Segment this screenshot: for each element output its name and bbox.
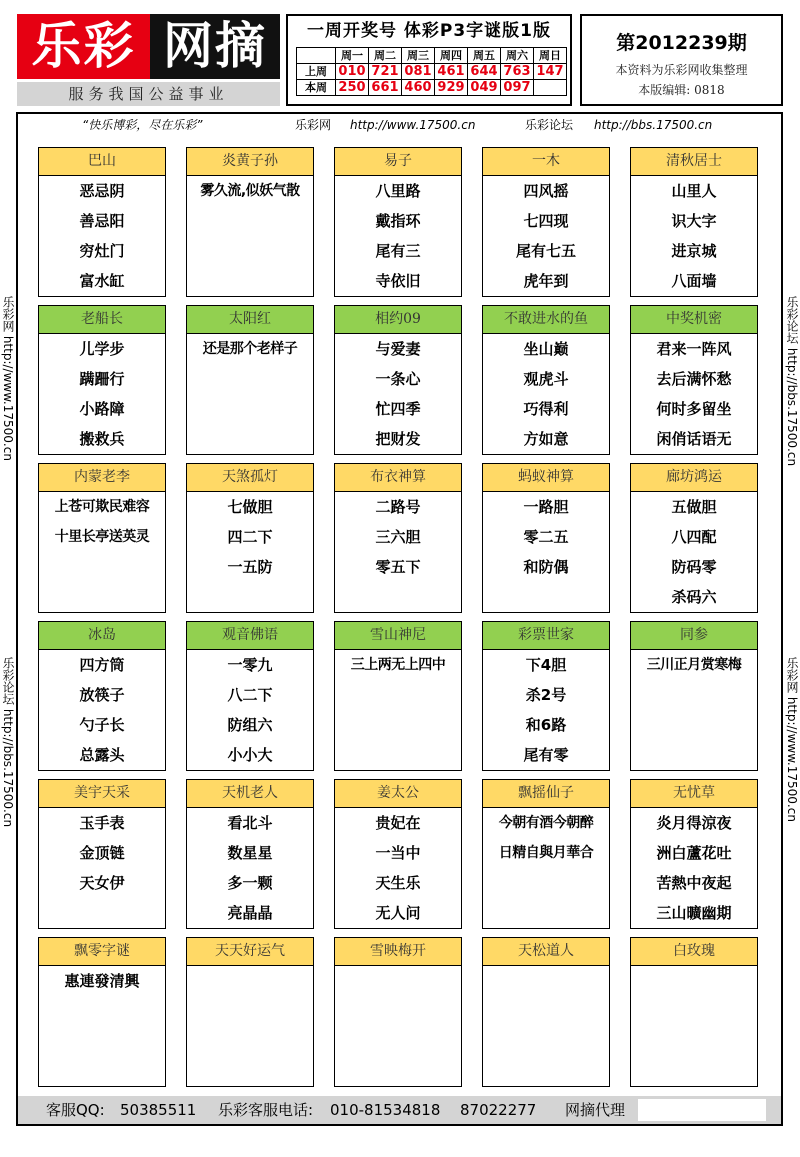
riddle-lines <box>335 176 461 299</box>
riddle-line: 二路号 <box>375 498 421 516</box>
day-label: 周六 <box>501 48 534 64</box>
riddle-line: 雾久流,似妖气散 <box>200 183 300 199</box>
riddle-line: 日精自與月華合 <box>498 845 594 861</box>
riddle-card <box>630 621 758 771</box>
draw-number: 721 <box>369 64 402 80</box>
riddle-lines <box>39 650 165 773</box>
draw-number: 644 <box>468 64 501 80</box>
riddle-lines <box>39 176 165 299</box>
footer-bar <box>18 1096 781 1124</box>
riddle-author: 白玫瑰 <box>631 938 757 966</box>
riddle-card <box>482 305 610 455</box>
riddle-line: 天生乐 <box>375 874 421 892</box>
riddle-author: 老船长 <box>39 306 165 334</box>
riddle-line: 零二五 <box>523 528 569 546</box>
riddle-line: 小路障 <box>79 400 125 418</box>
riddle-author: 天机老人 <box>187 780 313 808</box>
riddle-line: 无人问 <box>375 904 421 922</box>
riddle-author: 飘摇仙子 <box>483 780 609 808</box>
riddle-card <box>482 779 610 929</box>
riddle-line: 金顶链 <box>79 844 125 862</box>
draw-days-row <box>297 48 567 64</box>
riddle-line: 把财发 <box>375 430 421 448</box>
riddle-line: 恶忌阴 <box>79 182 125 200</box>
riddle-line: 一路胆 <box>523 498 569 516</box>
riddle-line: 杀2号 <box>525 686 567 704</box>
site2-name: 乐彩论坛 <box>525 118 574 132</box>
side-text-left-bottom: 乐彩论坛 http://bbs.17500.cn <box>1 657 15 828</box>
day-label: 周五 <box>468 48 501 64</box>
riddle-line: 亮晶晶 <box>227 904 273 922</box>
this-week-row <box>297 80 567 96</box>
riddle-lines <box>483 176 609 299</box>
riddle-line: 穷灶门 <box>79 242 125 260</box>
riddle-line: 识大字 <box>671 212 717 230</box>
riddle-author: 蚂蚁神算 <box>483 464 609 492</box>
draw-number: 461 <box>435 64 468 80</box>
riddle-card <box>334 779 462 929</box>
riddle-author: 飘零字谜 <box>39 938 165 966</box>
riddle-author: 清秋居士 <box>631 148 757 176</box>
riddle-line: 闲俏话语无 <box>656 430 732 448</box>
riddle-line: 十里长亭送英灵 <box>54 529 150 545</box>
riddle-line: 儿学步 <box>79 340 125 358</box>
site1-url-link[interactable]: http://www.17500.cn <box>350 118 476 132</box>
riddle-lines <box>483 334 609 457</box>
riddle-line: 三六胆 <box>375 528 421 546</box>
day-label: 周二 <box>369 48 402 64</box>
day-label: 周三 <box>402 48 435 64</box>
riddle-author: 观音佛语 <box>187 622 313 650</box>
riddle-line: 防码零 <box>671 558 717 576</box>
riddle-author: 内蒙老李 <box>39 464 165 492</box>
riddle-card <box>38 463 166 613</box>
riddle-line: 下4胆 <box>525 656 567 674</box>
riddle-author: 美宇天采 <box>39 780 165 808</box>
draw-number: 097 <box>501 80 534 96</box>
riddle-author: 巴山 <box>39 148 165 176</box>
slogan: 服务我国公益事业 <box>17 82 280 106</box>
riddle-line: 杀码六 <box>671 588 717 606</box>
riddle-lines <box>39 808 165 901</box>
weekly-draw-box <box>286 14 572 106</box>
riddle-author: 相约09 <box>335 306 461 334</box>
riddle-author: 太阳红 <box>187 306 313 334</box>
draw-title: 一周开奖号 体彩P3字谜版1版 <box>306 21 552 41</box>
last-week-label: 上周 <box>297 64 336 80</box>
day-label: 周四 <box>435 48 468 64</box>
issue-note: 本资料为乐彩网收集整理 <box>615 63 748 77</box>
riddle-line: 贵妃在 <box>375 814 421 832</box>
riddle-line: 一五防 <box>227 558 273 576</box>
phone-number-1: 010-81534818 <box>330 1101 441 1119</box>
issue-number: 第2012239期 <box>616 32 747 54</box>
riddle-line: 尾有七五 <box>515 242 576 260</box>
draw-corner <box>297 48 336 64</box>
riddle-lines <box>631 176 757 299</box>
riddle-line: 尾有三 <box>375 242 421 260</box>
day-label: 周一 <box>336 48 369 64</box>
riddle-line: 戴指环 <box>375 212 421 230</box>
riddle-line: 一当中 <box>375 844 421 862</box>
riddle-line: 君来一阵风 <box>656 340 732 358</box>
riddle-lines <box>187 492 313 585</box>
top-url-line <box>18 114 781 136</box>
riddle-line: 何时多留坐 <box>656 400 732 418</box>
side-text-right-bottom: 乐彩网 http://www.17500.cn <box>785 657 799 822</box>
riddle-card <box>38 621 166 771</box>
qq-number: 50385511 <box>120 1101 197 1119</box>
riddle-author: 炎黄子孙 <box>187 148 313 176</box>
riddle-line: 八面墙 <box>671 272 717 290</box>
riddle-line: 去后满怀愁 <box>656 370 732 388</box>
riddle-line: 和6路 <box>525 716 567 734</box>
riddle-line: 与爱妻 <box>375 340 421 358</box>
riddle-line: 今朝有酒今朝醉 <box>498 815 594 831</box>
riddle-line: 零五下 <box>375 558 421 576</box>
riddle-card <box>334 305 462 455</box>
day-label: 周日 <box>534 48 567 64</box>
riddle-card <box>482 463 610 613</box>
riddle-lines <box>39 492 165 555</box>
riddle-line: 寺依旧 <box>375 272 421 290</box>
riddle-line: 放筷子 <box>79 686 125 704</box>
riddle-line: 勺子长 <box>79 716 125 734</box>
main-frame <box>16 112 783 1126</box>
riddle-line: 一条心 <box>375 370 421 388</box>
riddle-card <box>630 779 758 929</box>
riddle-lines <box>39 966 165 999</box>
riddle-card <box>630 305 758 455</box>
riddle-card <box>38 779 166 929</box>
qq-label: 客服QQ: <box>46 1101 105 1119</box>
riddle-line: 观虎斗 <box>523 370 569 388</box>
riddle-card <box>334 937 462 1087</box>
riddle-card <box>38 305 166 455</box>
riddle-line: 富水缸 <box>79 272 125 290</box>
draw-number: 661 <box>369 80 402 96</box>
riddle-author: 彩票世家 <box>483 622 609 650</box>
agent-blank-box <box>638 1099 766 1121</box>
riddle-line: 七四现 <box>523 212 569 230</box>
riddle-author: 无忧草 <box>631 780 757 808</box>
riddle-lines <box>187 650 313 773</box>
draw-number: 049 <box>468 80 501 96</box>
riddle-line: 防组六 <box>227 716 273 734</box>
riddle-card <box>482 621 610 771</box>
riddle-line: 玉手表 <box>79 814 125 832</box>
riddle-line: 四风摇 <box>523 182 569 200</box>
slogan-quote: “快乐博彩，尽在乐彩” <box>82 118 203 132</box>
riddle-line: 四方筒 <box>79 656 125 674</box>
riddle-line: 天女伊 <box>79 874 125 892</box>
riddle-line: 一零九 <box>227 656 273 674</box>
riddle-card <box>334 147 462 297</box>
this-week-label: 本周 <box>297 80 336 96</box>
riddle-card <box>186 779 314 929</box>
riddle-lines <box>335 650 461 683</box>
riddle-author: 易子 <box>335 148 461 176</box>
logo-text-black: 网摘 <box>150 14 280 79</box>
site2-url-link[interactable]: http://bbs.17500.cn <box>594 118 713 132</box>
riddle-card <box>334 463 462 613</box>
riddle-line: 山里人 <box>671 182 717 200</box>
riddle-author: 廊坊鸿运 <box>631 464 757 492</box>
logo <box>17 14 280 79</box>
draw-number <box>534 80 567 96</box>
riddle-lines <box>631 334 757 457</box>
riddle-line: 七做胆 <box>227 498 273 516</box>
phone-label: 乐彩客服电话: <box>218 1101 314 1119</box>
riddle-line: 看北斗 <box>227 814 273 832</box>
site1-name: 乐彩网 <box>295 118 332 132</box>
riddle-lines <box>483 650 609 773</box>
draw-number: 929 <box>435 80 468 96</box>
riddle-card <box>482 937 610 1087</box>
riddle-line: 四二下 <box>227 528 273 546</box>
riddle-card <box>38 147 166 297</box>
last-week-row <box>297 64 567 80</box>
riddle-card <box>630 937 758 1087</box>
riddle-author: 雪映梅开 <box>335 938 461 966</box>
issue-box <box>580 14 783 106</box>
riddle-card <box>186 621 314 771</box>
riddle-line: 三川正月赏寒梅 <box>646 657 742 673</box>
riddle-author: 布衣神算 <box>335 464 461 492</box>
draw-number: 010 <box>336 64 369 80</box>
riddle-lines <box>39 334 165 457</box>
riddle-line: 三山曠幽期 <box>656 904 732 922</box>
draw-number: 763 <box>501 64 534 80</box>
riddle-author: 天松道人 <box>483 938 609 966</box>
draw-number: 081 <box>402 64 435 80</box>
riddle-line: 方如意 <box>523 430 569 448</box>
riddle-card <box>630 463 758 613</box>
riddle-line: 三上两无上四中 <box>350 657 446 673</box>
draw-number: 147 <box>534 64 567 80</box>
riddle-line: 数星星 <box>227 844 273 862</box>
riddle-author: 同参 <box>631 622 757 650</box>
riddle-lines <box>631 650 757 683</box>
riddle-line: 还是那个老样子 <box>202 341 298 357</box>
riddle-card <box>186 937 314 1087</box>
side-text-right-top: 乐彩论坛 http://bbs.17500.cn <box>785 296 799 467</box>
riddle-line: 忙四季 <box>375 400 421 418</box>
riddle-line: 尾有零 <box>523 746 569 764</box>
phone-number-2: 87022277 <box>460 1101 537 1119</box>
riddle-lines <box>483 808 609 871</box>
riddle-author: 天天好运气 <box>187 938 313 966</box>
riddle-line: 坐山巅 <box>523 340 569 358</box>
riddle-lines <box>483 492 609 585</box>
agent-label: 网摘代理 <box>565 1101 626 1119</box>
riddle-card <box>38 937 166 1087</box>
riddle-line: 八二下 <box>227 686 273 704</box>
riddle-card <box>186 463 314 613</box>
riddle-lines <box>631 808 757 931</box>
riddle-line: 洲白蘆花吐 <box>656 844 732 862</box>
riddle-lines <box>335 492 461 585</box>
riddle-line: 巧得利 <box>523 400 569 418</box>
riddle-line: 搬救兵 <box>79 430 125 448</box>
riddle-author: 天煞孤灯 <box>187 464 313 492</box>
riddle-author: 姜太公 <box>335 780 461 808</box>
riddle-lines <box>631 966 757 969</box>
riddle-line: 八里路 <box>375 182 421 200</box>
riddle-line: 上苍可欺民难容 <box>54 499 150 515</box>
riddle-lines <box>335 966 461 969</box>
riddle-line: 小小大 <box>227 746 273 764</box>
riddle-line: 惠連發清興 <box>64 972 140 990</box>
riddle-line: 八四配 <box>671 528 717 546</box>
riddle-author: 冰岛 <box>39 622 165 650</box>
riddle-card <box>186 305 314 455</box>
riddle-author: 不敢进水的鱼 <box>483 306 609 334</box>
riddle-author: 雪山神尼 <box>335 622 461 650</box>
riddle-lines <box>187 176 313 209</box>
riddle-line: 苦熱中夜起 <box>656 874 732 892</box>
riddle-line: 善忌阳 <box>79 212 125 230</box>
riddle-line: 多一颗 <box>227 874 273 892</box>
riddle-line: 蹒跚行 <box>79 370 125 388</box>
draw-table <box>296 47 567 96</box>
side-text-left-top: 乐彩网 http://www.17500.cn <box>1 296 15 461</box>
riddle-line: 进京城 <box>671 242 717 260</box>
riddle-lines <box>483 966 609 969</box>
riddle-card <box>630 147 758 297</box>
riddle-line: 虎年到 <box>523 272 569 290</box>
draw-number: 460 <box>402 80 435 96</box>
riddle-author: 一木 <box>483 148 609 176</box>
riddle-line: 炎月得涼夜 <box>656 814 732 832</box>
riddle-lines <box>187 966 313 969</box>
riddle-line: 总露头 <box>79 746 125 764</box>
riddle-lines <box>335 334 461 457</box>
riddle-lines <box>335 808 461 931</box>
logo-text-red: 乐彩 <box>17 14 150 79</box>
riddle-lines <box>187 808 313 931</box>
riddle-card <box>482 147 610 297</box>
editor-line: 本版编辑: 0818 <box>638 83 725 97</box>
riddle-line: 和防偶 <box>523 558 569 576</box>
riddle-card <box>334 621 462 771</box>
riddle-lines <box>187 334 313 367</box>
riddle-author: 中奖机密 <box>631 306 757 334</box>
riddle-line: 五做胆 <box>671 498 717 516</box>
riddle-lines <box>631 492 757 615</box>
draw-number: 250 <box>336 80 369 96</box>
riddle-card <box>186 147 314 297</box>
